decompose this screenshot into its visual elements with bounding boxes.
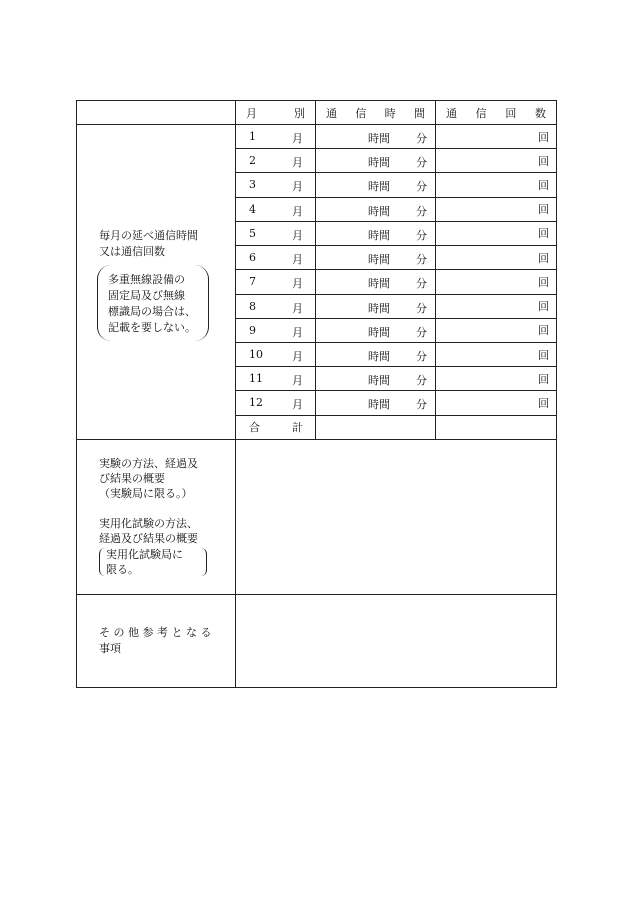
header-month-cell <box>236 101 316 125</box>
times-unit: 回 <box>538 130 549 144</box>
total-count-cell[interactable] <box>436 415 557 439</box>
other-label-line: 事項 <box>99 642 121 655</box>
minutes-unit: 分 <box>416 374 427 388</box>
hours-unit: 時間 <box>368 301 390 315</box>
month-unit: 月 <box>292 398 303 412</box>
month-cell <box>236 246 316 270</box>
hours-unit: 時間 <box>368 374 390 388</box>
time-cell[interactable] <box>316 294 436 318</box>
month-unit: 月 <box>292 204 303 218</box>
month-number: 11 <box>249 372 263 386</box>
practical-note-line: 限る。 <box>106 563 139 576</box>
hours-unit: 時間 <box>368 156 390 170</box>
header-blank-cell <box>77 101 236 125</box>
time-cell[interactable] <box>316 197 436 221</box>
count-cell[interactable] <box>436 342 557 366</box>
total-label-cell <box>236 415 316 439</box>
count-cell[interactable] <box>436 149 557 173</box>
hours-unit: 時間 <box>368 132 390 145</box>
month-cell <box>236 125 316 149</box>
month-unit: 月 <box>292 228 303 242</box>
month-unit: 月 <box>292 374 303 388</box>
month-unit: 月 <box>292 132 303 145</box>
month-cell <box>236 342 316 366</box>
header-time-char: 間 <box>413 106 425 120</box>
time-cell[interactable] <box>316 221 436 245</box>
hours-unit: 時間 <box>368 277 390 291</box>
header-time-char: 通 <box>326 106 337 120</box>
month-number: 5 <box>249 226 256 240</box>
month-cell <box>236 173 316 197</box>
hours-unit: 時間 <box>368 253 390 267</box>
count-cell[interactable] <box>436 125 557 149</box>
total-label-char: 合 <box>249 421 260 435</box>
monthly-label-line: 毎月の延べ通信時間 <box>99 229 198 242</box>
monthly-label-line: 又は通信回数 <box>99 245 165 258</box>
times-unit: 回 <box>538 372 549 386</box>
total-time-cell[interactable] <box>316 415 436 439</box>
month-cell <box>236 294 316 318</box>
month-unit: 月 <box>292 349 303 363</box>
exemption-note-line: 多重無線設備の <box>108 273 185 286</box>
minutes-unit: 分 <box>416 349 427 363</box>
experiment-label-line: （実験局に限る。） <box>99 487 193 500</box>
count-cell[interactable] <box>436 221 557 245</box>
experiment-label-line: び結果の概要 <box>99 472 165 485</box>
header-month-char: 別 <box>294 106 305 120</box>
practical-label-line: 実用化試験の方法、 <box>99 517 198 530</box>
exemption-note <box>97 265 209 341</box>
minutes-unit: 分 <box>416 204 427 218</box>
month-unit: 月 <box>292 277 303 291</box>
hours-unit: 時間 <box>368 325 390 339</box>
time-cell[interactable] <box>316 367 436 391</box>
month-cell <box>236 221 316 245</box>
header-count-char: 通 <box>446 106 457 120</box>
header-count-char: 信 <box>475 106 487 120</box>
practical-note <box>99 548 207 576</box>
month-unit: 月 <box>292 325 303 339</box>
times-unit: 回 <box>538 324 549 338</box>
times-unit: 回 <box>538 203 549 217</box>
other-label-cell <box>77 595 236 688</box>
month-cell <box>236 391 316 415</box>
month-cell <box>236 149 316 173</box>
month-cell <box>236 197 316 221</box>
header-count-cell <box>436 101 557 125</box>
header-time-cell <box>316 101 436 125</box>
time-cell[interactable] <box>316 342 436 366</box>
hours-unit: 時間 <box>368 204 390 218</box>
month-number: 1 <box>249 130 256 143</box>
month-cell <box>236 270 316 294</box>
minutes-unit: 分 <box>416 301 427 315</box>
count-cell[interactable] <box>436 294 557 318</box>
header-month-char: 月 <box>246 106 257 120</box>
count-cell[interactable] <box>436 173 557 197</box>
times-unit: 回 <box>538 348 549 362</box>
times-unit: 回 <box>538 179 549 193</box>
hours-unit: 時間 <box>368 180 390 194</box>
count-cell[interactable] <box>436 197 557 221</box>
exemption-note-line: 記載を要しない。 <box>108 321 196 334</box>
hours-unit: 時間 <box>368 349 390 363</box>
count-cell[interactable] <box>436 391 557 415</box>
time-cell[interactable] <box>316 270 436 294</box>
experiment-label-line: 実験の方法、経過及 <box>99 457 198 470</box>
month-number: 12 <box>249 396 263 410</box>
month-number: 6 <box>249 251 256 265</box>
month-unit: 月 <box>292 301 303 315</box>
time-cell[interactable] <box>316 318 436 342</box>
month-unit: 月 <box>292 253 303 267</box>
minutes-unit: 分 <box>416 398 427 412</box>
month-number: 10 <box>249 347 263 361</box>
month-number: 9 <box>249 323 256 337</box>
count-cell[interactable] <box>436 367 557 391</box>
month-row <box>77 125 557 149</box>
other-row <box>77 595 557 688</box>
other-entry-cell[interactable] <box>236 595 557 688</box>
times-unit: 回 <box>538 251 549 265</box>
month-number: 2 <box>249 154 256 168</box>
month-cell <box>236 318 316 342</box>
experiment-row <box>77 440 557 595</box>
minutes-unit: 分 <box>416 132 427 145</box>
month-cell <box>236 367 316 391</box>
minutes-unit: 分 <box>416 325 427 339</box>
hours-unit: 時間 <box>368 398 390 412</box>
times-unit: 回 <box>538 300 549 314</box>
times-unit: 回 <box>538 397 549 411</box>
exemption-note-line: 標識局の場合は、 <box>108 305 196 318</box>
exemption-note-line: 固定局及び無線 <box>108 289 185 302</box>
month-number: 8 <box>249 299 256 313</box>
times-unit: 回 <box>538 154 549 168</box>
header-row <box>77 101 557 125</box>
total-label-char: 計 <box>292 421 303 435</box>
experiment-entry-cell[interactable] <box>236 440 557 595</box>
minutes-unit: 分 <box>416 180 427 194</box>
count-cell[interactable] <box>436 246 557 270</box>
practical-note-line: 実用化試験局に <box>106 548 183 561</box>
time-cell[interactable] <box>316 391 436 415</box>
count-cell[interactable] <box>436 318 557 342</box>
time-cell[interactable] <box>316 246 436 270</box>
minutes-unit: 分 <box>416 253 427 267</box>
month-unit: 月 <box>292 180 303 194</box>
times-unit: 回 <box>538 275 549 289</box>
hours-unit: 時間 <box>368 228 390 242</box>
monthly-totals-label-cell <box>77 125 236 440</box>
minutes-unit: 分 <box>416 156 427 170</box>
practical-label-line: 経過及び結果の概要 <box>99 532 198 545</box>
header-count-char: 回 <box>505 106 517 120</box>
month-number: 4 <box>249 202 256 216</box>
header-count-char: 数 <box>534 106 546 120</box>
header-time-char: 信 <box>355 106 367 120</box>
minutes-unit: 分 <box>416 277 427 291</box>
time-cell[interactable] <box>316 173 436 197</box>
other-label-line: そ の 他 参 考 と な る <box>99 626 212 639</box>
times-unit: 回 <box>538 227 549 241</box>
header-time-char: 時 <box>384 106 396 120</box>
time-cell[interactable] <box>316 149 436 173</box>
minutes-unit: 分 <box>416 228 427 242</box>
experiment-label-cell <box>77 440 236 595</box>
month-number: 3 <box>249 178 256 192</box>
month-number: 7 <box>249 275 256 289</box>
month-unit: 月 <box>292 156 303 170</box>
time-cell[interactable] <box>316 125 436 149</box>
communication-record-form <box>76 100 557 688</box>
count-cell[interactable] <box>436 270 557 294</box>
